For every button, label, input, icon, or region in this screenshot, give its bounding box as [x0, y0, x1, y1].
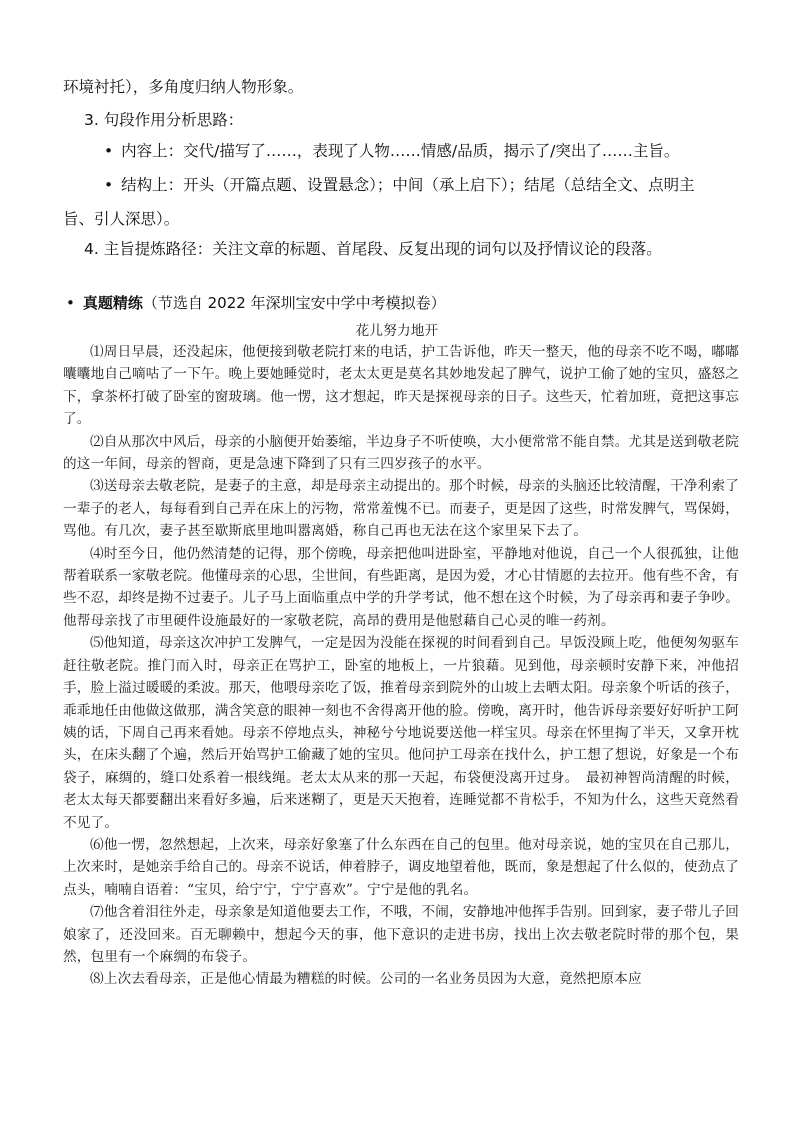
article-paragraph: ⑷时至今日，他仍然清楚的记得，那个傍晚，母亲把他叫进卧室，平静地对他说，自己一个人很孤独，让他帮着联系一家敬老院。他懂母亲的心思，尘世间，有些距离，是因为爱，才心甘情愿的去拉开。他有些不舍，有些不忍，却终是拗不过妻子。儿子马上面临重点中学的升学考试，他不想在这个时候，为了母亲再和妻子争吵。他帮母亲找了市里硬件设施最好的一家敬老院，高昂的费用是他慰藉自己心灵的唯一药剂。 — [63, 545, 739, 629]
bullet-icon: • — [66, 294, 75, 312]
guide-bullet-content — [104, 136, 679, 166]
guide-bullet-content-text: 内容上：交代/描写了……，表现了人物……情感/品质，揭示了/突出了……主旨。 — [121, 142, 680, 160]
article-paragraph: ⑵自从那次中风后，母亲的小脑便开始萎缩，半边身子不听使唤，大小便常常不能自禁。尤其是送到敬老院的这一年间，母亲的智商，更是急速下降到了只有三四岁孩子的水平。 — [63, 433, 739, 473]
article-paragraph: ⑺他含着泪往外走，母亲象是知道他要去工作，不哦，不闹，安静地冲他挥手告别。回到家，妻子带儿子回娘家了，还没回来。百无聊赖中，想起今天的事，他下意识的走进书房，找出上次去敬老院时带的那个包，果然，包里有一个麻绸的布袋子。 — [63, 904, 739, 965]
article-body — [63, 341, 739, 991]
guide-bullet-structure-text: 结构上：开头（开篇点题、设置悬念）；中间（承上启下）；结尾（总结全文、点明主 — [121, 176, 695, 194]
guide-line-character-summary: 环境衬托），多角度归纳人物形象。 — [63, 78, 304, 96]
article-paragraph: ⑶送母亲去敬老院，是妻子的主意，却是母亲主动提出的。那个时候，母亲的头脑还比较清醒，干净利索了一辈子的老人，每每看到自己弄在床上的污物，常常羞愧不已。而妻子，更是因了这些，时常发脾气，骂保姆，骂他。有几次，妻子甚至歇斯底里地叫嚣离婚，称自己再也无法在这个家里呆下去了。 — [63, 478, 739, 540]
guide-item-4-label: 4. 主旨提炼路径：关注文章的标题、首尾段、反复出现的词句以及抒情议论的段落。 — [84, 240, 662, 258]
guide-item-3-label: 3. 句段作用分析思路： — [84, 111, 244, 129]
article-paragraph: ⑴周日早晨，还没起床，他便接到敬老院打来的电话，护工告诉他，昨天一整天，他的母亲不吃不喝，嘟嘟囔囔地自己嘀咕了一下午。晚上要她睡觉时，老太太更是莫名其妙地发起了脾气，说护工偷了她的宝贝，盛怒之下，拿茶杯打破了卧室的窗玻璃。他一愣，这才想起，昨天是探视母亲的日子。这些天，忙着加班，竟把这事忘了。 — [63, 344, 739, 428]
guide-bullet-structure-continued: 旨、引人深思）。 — [63, 210, 180, 228]
article-title: 花儿努力地开 — [355, 323, 439, 339]
section-heading — [66, 292, 446, 313]
article-paragraph: ⑻上次去看母亲，正是他心情最为糟糕的时候。公司的一名业务员因为大意，竟然把原本应 — [90, 971, 642, 988]
section-heading-source: （节选自 2022 年深圳宝安中学中考模拟卷） — [142, 294, 446, 312]
article-paragraph: ⑹他一愣，忽然想起，上次来，母亲好象塞了什么东西在自己的包里。他对母亲说，她的宝贝在自己那儿，上次来时，是她亲手给自己的。母亲不说话，伸着脖子，调皮地望着他，既而，象是想起了什么似的，使劲点了点头，喃喃自语着：“宝贝，给宁宁，宁宁喜欢”。宁宁是他的乳名。 — [63, 836, 739, 898]
article-paragraph: ⑸他知道，母亲这次冲护工发脾气，一定是因为没能在探视的时间看到自己。早饭没顾上吃，他便匆匆驱车赶往敬老院。推门而入时，母亲正在骂护工，卧室的地板上，一片狼藉。见到他，母亲顿时安静下来，冲他招手，脸上溢过暖暖的柔波。那天，他喂母亲吃了饭，推着母亲到院外的山坡上去晒太阳。母亲象个听话的孩子，乖乖地任由他做这做那，满含笑意的眼神一刻也不舍得离开他的脸。傍晚，离开时，他告诉母亲要好好听护工阿姨的话，下周自己再来看她。母亲不停地点头，神秘兮兮地说要送他一样宝贝。母亲在怀里掏了半天，又拿开枕头，在床头翻了个遍，然后开始骂护工偷藏了她的宝贝。他问护工母亲在找什么，护工想了想说，好象是一个布袋子，麻绸的，缝口处系着一根线绳。老太太从来的那一天起，布袋便没离开过身。 最初神智尚清醒的时候，老太太每天都要翻出来看好多遍，后来迷糊了，更是天天抱着，连睡觉都不肯松手，不知为什么，这些天竟然看不见了。 — [63, 635, 739, 831]
bullet-icon: • — [104, 176, 114, 194]
guide-bullet-structure — [104, 170, 695, 200]
section-heading-bold: 真题精练 — [82, 294, 143, 312]
bullet-icon: • — [104, 142, 114, 160]
